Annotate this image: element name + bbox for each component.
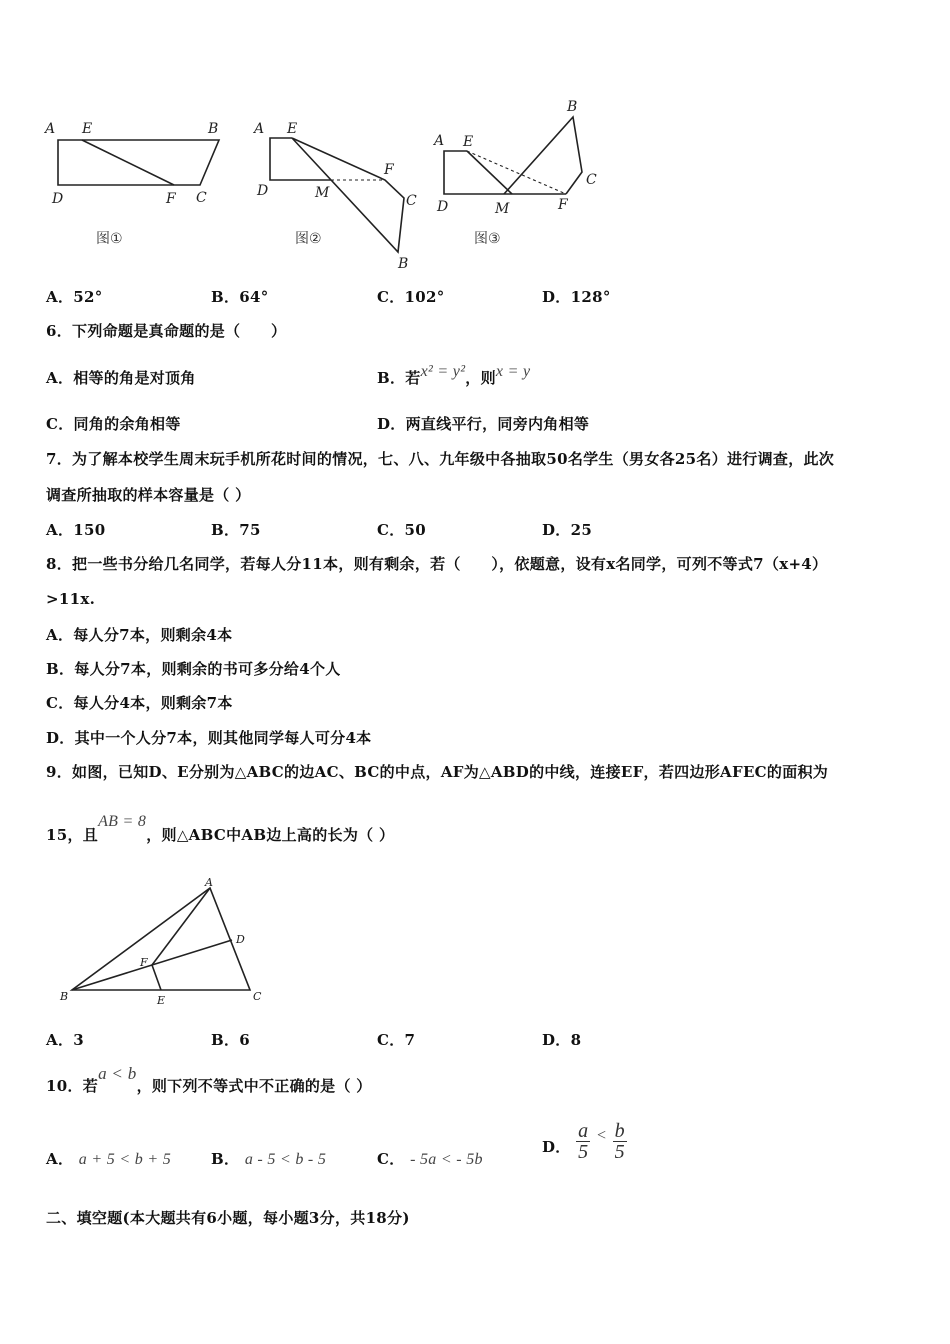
q7-option-a[interactable]: A．150	[46, 521, 106, 539]
q5-option-c[interactable]: C．102°	[377, 288, 445, 306]
q6-option-a[interactable]: A．相等的角是对顶角	[46, 369, 196, 387]
fig2-label-A: A	[254, 121, 265, 137]
q5-option-a[interactable]: A．52°	[46, 288, 103, 306]
q9-median-af	[152, 888, 210, 965]
q7-option-c[interactable]: C．50	[377, 521, 427, 539]
q7-stem-line1: 7．为了解本校学生周末玩手机所花时间的情况，七、八、九年级中各抽取50名学生（男女各25名）进行调查，此次	[46, 450, 835, 468]
fig3-label-D: D	[437, 199, 449, 215]
q6-option-d[interactable]: D．两直线平行，同旁内角相等	[377, 415, 590, 433]
q9-segment-ef	[152, 965, 161, 990]
q6-option-c[interactable]: C．同角的余角相等	[46, 415, 181, 433]
q9-option-d[interactable]: D．8	[542, 1031, 582, 1049]
q9-stem-line1: 9．如图，已知D、E分别为△ABC的边AC、BC的中点，AF为△ABD的中线，连接EF，若四边形AFEC的面积为	[46, 763, 829, 781]
q9-label-C: C	[253, 990, 262, 1003]
fig3-caption: 图③	[474, 231, 501, 247]
fig2-label-M: M	[315, 185, 330, 201]
fig1-label-C: C	[196, 190, 207, 206]
fig2-label-B: B	[398, 256, 409, 272]
q6-option-b[interactable]: B．若x² = y²，则x = y	[377, 363, 531, 387]
q9-label-F: F	[140, 956, 148, 969]
q9-label-E: E	[157, 994, 166, 1007]
q10-stem: 10．若a < b，则下列不等式中不正确的是（ ）	[46, 1064, 372, 1095]
q10-option-c[interactable]: C． - 5a < - 5b	[377, 1150, 483, 1168]
q9-triangle-abc	[72, 888, 250, 990]
q8-stem-line1: 8．把一些书分给几名同学，若每人分11本，则有剩余，若（ ），依题意，设有x名同学，可列不等式7（x+4）	[46, 555, 828, 573]
fig1-parallelogram	[58, 140, 219, 185]
q8-option-d[interactable]: D．其中一个人分7本，则其他同学每人可分4本	[46, 729, 372, 747]
q7-option-b[interactable]: B．75	[211, 521, 261, 539]
q9-stem-line2: 15，且AB = 8，则△ABC中AB边上高的长为（ ）	[46, 813, 395, 844]
fig2-outline	[270, 138, 331, 180]
q5-figures	[0, 90, 640, 280]
fig1-label-F: F	[166, 191, 176, 207]
fig3-dashed-line	[467, 151, 566, 194]
fig3-label-E: E	[463, 134, 474, 150]
q6-stem: 6．下列命题是真命题的是（ ）	[46, 322, 287, 340]
fig3-label-M: M	[495, 201, 510, 217]
fig3-label-C: C	[586, 172, 597, 188]
q10-option-a[interactable]: A． a + 5 < b + 5	[46, 1150, 172, 1168]
fig2-label-D: D	[257, 183, 269, 199]
q5-option-b[interactable]: B．64°	[211, 288, 269, 306]
q10-option-b[interactable]: B． a - 5 < b - 5	[211, 1150, 327, 1168]
fig1-label-A: A	[45, 121, 56, 137]
q8-stem-line2: >11x.	[46, 590, 96, 608]
fig3-label-F: F	[558, 197, 568, 213]
fig3-fold-E-M	[467, 151, 512, 194]
fig3-label-B: B	[567, 99, 578, 115]
q8-option-b[interactable]: B．每人分7本，则剩余的书可多分给4个人	[46, 660, 341, 678]
fig2-label-E: E	[287, 121, 298, 137]
fig3-folded-part	[504, 117, 582, 194]
q10-d-fraction-left: $\frac{a}{5}$	[578, 1120, 589, 1163]
fig2-caption: 图②	[295, 231, 322, 247]
q10-d-fraction-right: $\frac{b}{5}$	[614, 1120, 625, 1163]
q9-option-a[interactable]: A．3	[46, 1031, 84, 1049]
q9-label-B: B	[60, 990, 69, 1003]
fig1-fold-line	[82, 140, 174, 185]
q8-option-a[interactable]: A．每人分7本，则剩余4本	[46, 626, 233, 644]
fig3-label-A: A	[434, 133, 445, 149]
fig1-label-B: B	[208, 121, 219, 137]
fig1-label-D: D	[52, 191, 64, 207]
fig2-label-C: C	[406, 193, 417, 209]
q7-option-d[interactable]: D．25	[542, 521, 593, 539]
q9-option-b[interactable]: B．6	[211, 1031, 251, 1049]
q8-option-c[interactable]: C．每人分4本，则剩余7本	[46, 694, 233, 712]
q9-triangle-figure	[50, 870, 280, 1015]
q9-label-A: A	[205, 876, 213, 889]
q5-option-d[interactable]: D．128°	[542, 288, 611, 306]
q10-option-d[interactable]: D． $\frac{a}{5}$ < $\frac{b}{5}$	[542, 1120, 625, 1163]
section-fill-in-heading: 二、填空题(本大题共有6小题，每小题3分，共18分)	[46, 1209, 410, 1227]
fig2-label-F: F	[384, 162, 394, 178]
fig1-caption: 图①	[96, 231, 123, 247]
q7-stem-line2: 调查所抽取的样本容量是（ ）	[46, 486, 251, 504]
q9-label-D: D	[236, 933, 245, 946]
fig1-label-E: E	[82, 121, 93, 137]
q9-option-c[interactable]: C．7	[377, 1031, 416, 1049]
